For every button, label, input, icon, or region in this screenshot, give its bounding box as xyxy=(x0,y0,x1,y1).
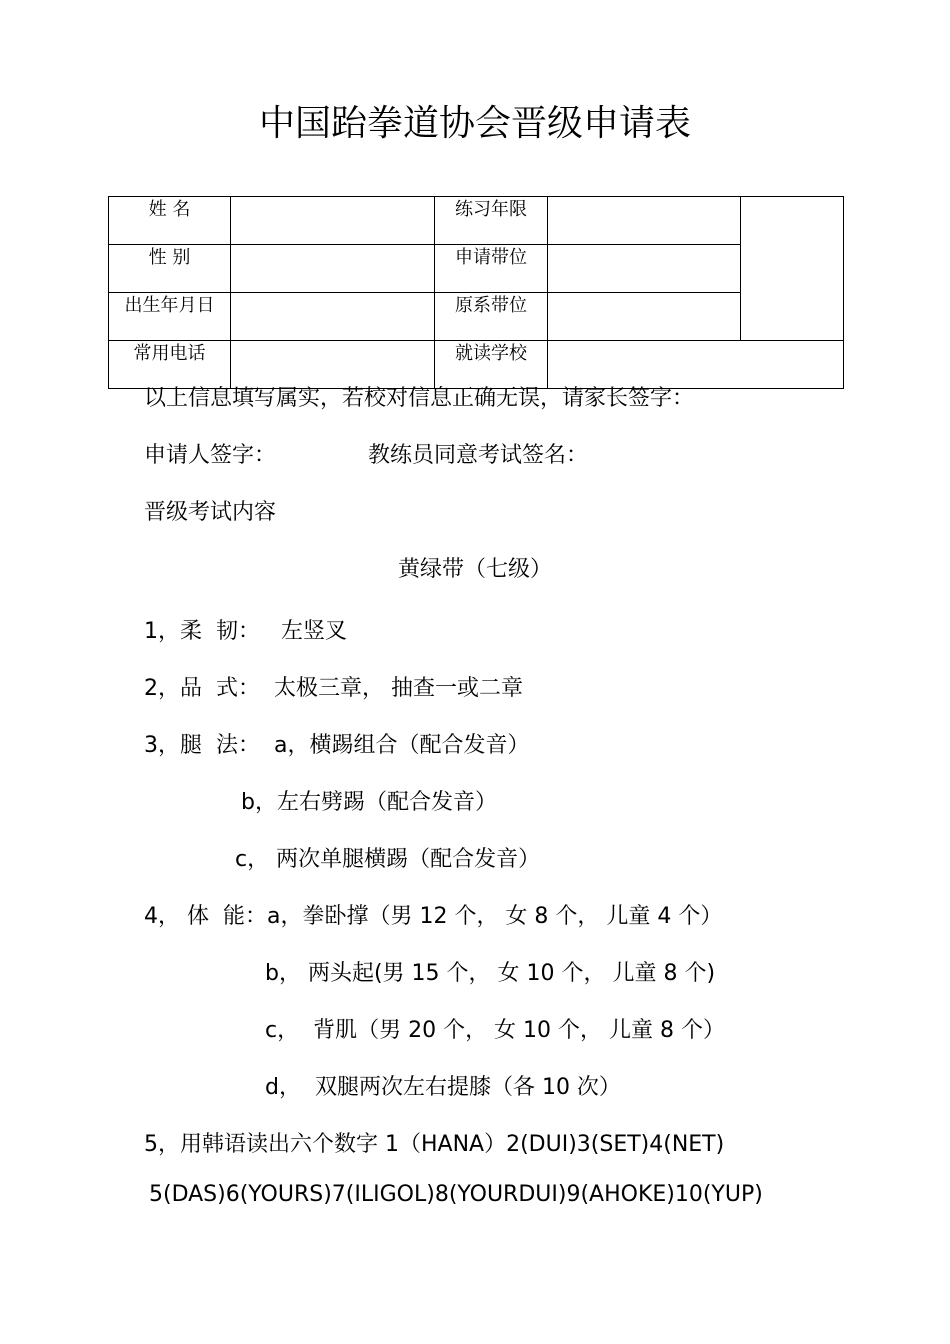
item-flexibility: 1，柔 韧： 左竖叉 xyxy=(144,619,347,644)
parent-statement: 以上信息填写属实，若校对信息正确无误，请家长签字： xyxy=(144,386,695,411)
table-row xyxy=(109,341,844,389)
apply-belt-field[interactable] xyxy=(548,245,741,293)
school-label: 就读学校 xyxy=(435,341,548,389)
item-kicks-b: b，左右劈踢（配合发音） xyxy=(241,790,497,815)
photo-box xyxy=(741,197,844,341)
name-field[interactable] xyxy=(231,197,435,245)
exam-content-heading: 晋级考试内容 xyxy=(144,500,277,525)
applicant-info-table xyxy=(108,196,844,389)
item-fitness-c: c， 背肌（男 20 个， 女 10 个， 儿童 8 个） xyxy=(265,1018,726,1043)
item-korean-numbers: 5，用韩语读出六个数字 1（HANA）2(DUI)3(SET)4(NET) xyxy=(144,1132,725,1157)
table-row xyxy=(109,293,844,341)
table-row xyxy=(109,245,844,293)
practice-years-field[interactable] xyxy=(548,197,741,245)
item-fitness-b: b， 两头起(男 15 个， 女 10 个， 儿童 8 个) xyxy=(265,961,716,986)
birth-date-label: 出生年月日 xyxy=(109,293,231,341)
practice-years-label: 练习年限 xyxy=(435,197,548,245)
applicant-signature-label: 申请人签字： xyxy=(144,443,277,468)
phone-label: 常用电话 xyxy=(109,341,231,389)
original-belt-field[interactable] xyxy=(548,293,741,341)
gender-label: 性 别 xyxy=(109,245,231,293)
apply-belt-label: 申请带位 xyxy=(435,245,548,293)
table-row xyxy=(109,197,844,245)
phone-field[interactable] xyxy=(231,341,435,389)
original-belt-label: 原系带位 xyxy=(435,293,548,341)
item-fitness-a: 4， 体 能：a，拳卧撑（男 12 个， 女 8 个， 儿童 4 个） xyxy=(144,904,723,929)
gender-field[interactable] xyxy=(231,245,435,293)
item-korean-numbers-cont: 5(DAS)6(YOURS)7(ILIGOL)8(YOURDUI)9(AHOKE)10(YUP) xyxy=(149,1182,763,1207)
form-title: 中国跆拳道协会晋级申请表 xyxy=(258,103,691,144)
name-label: 姓 名 xyxy=(109,197,231,245)
coach-signature-label: 教练员同意考试签名： xyxy=(368,443,589,468)
birth-date-field[interactable] xyxy=(231,293,435,341)
school-field[interactable] xyxy=(548,341,844,389)
item-poomsae: 2，品 式： 太极三章， 抽查一或二章 xyxy=(144,676,523,701)
item-kicks-c: c， 两次单腿横踢（配合发音） xyxy=(235,847,541,872)
item-fitness-d: d， 双腿两次左右提膝（各 10 次） xyxy=(265,1075,621,1100)
belt-level-title: 黄绿带（七级） xyxy=(397,557,552,582)
item-kicks-a: 3，腿 法： a，横踢组合（配合发音） xyxy=(144,733,530,758)
